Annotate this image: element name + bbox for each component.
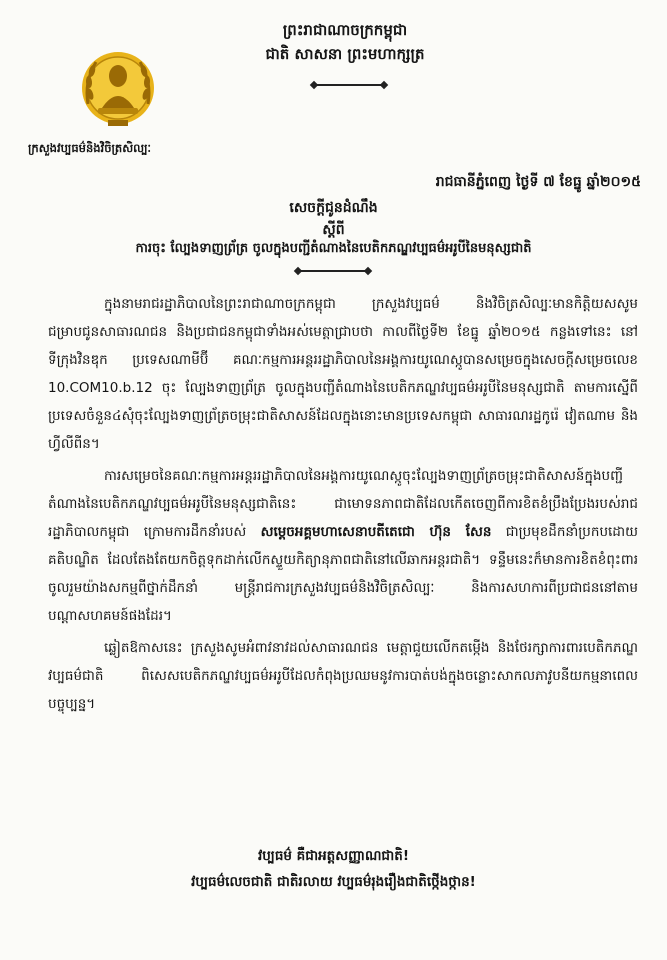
closing-slogan-2: វប្បធម៌លេចជាតិ ជាតិរលាយ វប្បធម៌រុងរឿងជាតិថ្កើងថ្កាន! [191,874,476,890]
subject-line: ការចុះ ល្បែងទាញព្រ័ត្រ ចូលក្នុងបញ្ជីតំណាងនៃបេតិកភណ្ឌវប្បធម៌អរូបីនៃមនុស្សជាតិ [135,241,532,256]
closing-slogan-1: វប្បធម៌ គឺជាអត្តសញ្ញាណជាតិ! [257,848,410,864]
letter-body [48,290,638,722]
paragraph-2-part-2: ជាប្រមុខដឹកនាំប្រកបដោយគតិបណ្ឌិត ដែលតែងតែយកចិត្តទុកដាក់លើកស្ទួយកិត្យានុភាពជាតិនៅលើឆាកអន្តរជាតិ។ ទន្ទឹមនេះក៏មានការខិតខំពុះពារចូលរួមយ៉ាងសកម្មពីថ្នាក់ដឹកនាំ មន្ត្រីរាជការក្រសួងវប្បធម៌និងវិចិត្រសិល្បៈ និងការសហការពីប្រជាជននៅតាមបណ្តាសហគមន៍ផងដែរ។ [48,524,639,624]
document-type: សេចក្តីជូនដំណឹង [289,200,378,216]
paragraph-2-part-1: ការសម្រេចនៃគណៈកម្មការអន្តររដ្ឋាភិបាលនៃអង្គការយូណេស្កូចុះល្បែងទាញព្រ័ត្រចម្រុះជាតិសាសន៍ក្នុងបញ្ជីតំណាងនៃបេតិកភណ្ឌវប្បធម៌អរូបីនៃមនុស្សជាតិនេះ ជាមោទនភាពជាតិដែលកើតចេញពីការខិតខំប្រឹងប្រែងរបស់រាជរដ្ឋាភិបាលកម្ពុជា ក្រោមការដឹកនាំរបស់ [48,468,638,540]
title-divider [300,270,366,272]
paragraph-2 [48,462,638,630]
national-motto: ជាតិ សាសនា ព្រះមហាក្សត្រ [265,45,425,63]
ministry-seal-icon [78,46,158,130]
kingdom-name: ព្រះរាជាណាចក្រកម្ពុជា [282,21,408,39]
header-divider [316,84,382,86]
paragraph-3: ឆ្លៀតឱកាសនេះ ក្រសួងសូមអំពាវនាវដល់សាធារណជន មេត្តាជួយលើកតម្កើង និងថែរក្សាការពារបេតិកភណ្ឌវប្បធម៌ជាតិ ពិសេសបេតិកភណ្ឌវប្បធម៌អរូបីដែលកំពុងប្រឈមនូវការបាត់បង់ក្នុងចន្លោះសាកលភាវូបនីយកម្មនាពេលបច្ចុប្បន្ន។ [48,640,638,712]
place-and-date: រាជធានីភ្នំពេញ ថ្ងៃទី ៧ ខែធ្នូ ឆ្នាំ២០១៥ [435,174,641,190]
paragraph-1: ក្នុងនាមរាជរដ្ឋាភិបាលនៃព្រះរាជាណាចក្រកម្ពុជា ក្រសួងវប្បធម៌ និងវិចិត្រសិល្បៈមានកិត្តិយសសូមជម្រាបជូនសាធារណជន និងប្រជាជនកម្ពុជាទាំងអស់មេត្តាជ្រាបថា កាលពីថ្ងៃទី២ ខែធ្នូ ឆ្នាំ២០១៥ កន្លងទៅនេះ នៅទីក្រុងវិនឌុក ប្រទេសណាមីប៊ី គណៈកម្មការអន្តររដ្ឋាភិបាលនៃអង្គការយូណេស្កូបានសម្រេចក្នុងសេចក្តីសម្រេចលេខ 10.COM10.b.12 ចុះ ល្បែងទាញព្រ័ត្រ ចូលក្នុងបញ្ជីតំណាងនៃបេតិកភណ្ឌវប្បធម៌អរូបីនៃមនុស្សជាតិ តាមការស្នើពីប្រទេសចំនួន៤សុំចុះល្បែងទាញព្រ័ត្រចម្រុះជាតិសាសន៍ដែលក្នុងនោះមានប្រទេសកម្ពុជា សាធារណរដ្ឋកូរ៉េ វៀតណាម និងហ្វីលីពីន។ [48,296,638,452]
leader-name: សម្តេចអគ្គមហាសេនាបតីតេជោ ហ៊ុន សែន [260,524,492,540]
national-header [200,18,490,66]
ministry-name: ក្រសួងវប្បធម៌និងវិចិត្រសិល្បៈ [28,141,152,155]
regarding-label: ស្តីពី [322,222,345,238]
